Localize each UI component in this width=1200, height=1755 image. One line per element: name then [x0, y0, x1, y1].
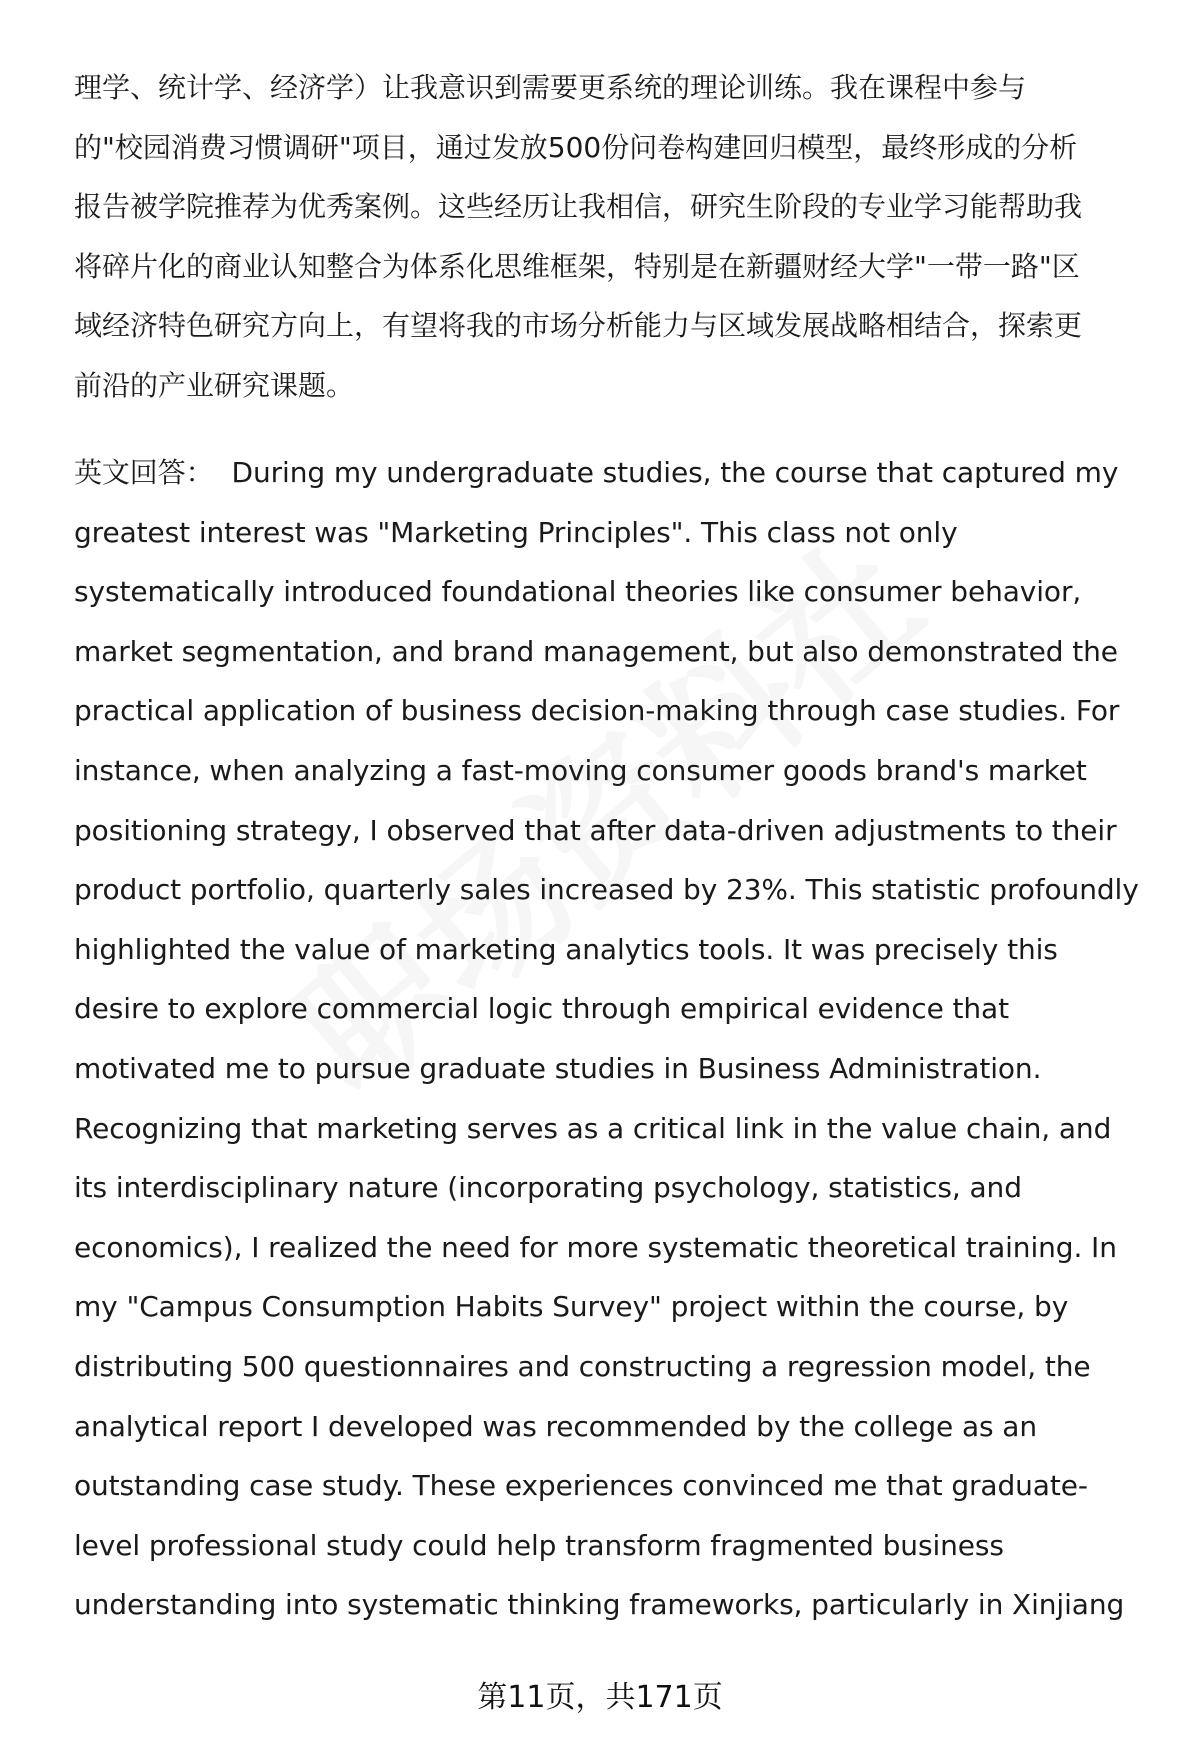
text-line: distributing 500 questionnaires and constructing a regression model, the	[74, 1349, 1091, 1383]
text-line: its interdisciplinary nature (incorporating psychology, statistics, and	[74, 1171, 1022, 1205]
text-line: motivated me to pursue graduate studies in Business Administration.	[74, 1051, 1042, 1085]
text-line: highlighted the value of marketing analytics tools. It was precisely this	[74, 932, 1058, 966]
text-line: desire to explore commercial logic through empirical evidence that	[74, 992, 1009, 1026]
text-line: instance, when analyzing a fast-moving consumer goods brand's market	[74, 753, 1087, 787]
text-line: systematically introduced foundational theories like consumer behavior,	[74, 575, 1082, 609]
chinese-paragraph	[74, 58, 1164, 415]
text-line: analytical report I developed was recommended by the college as an	[74, 1409, 1038, 1443]
text-line: 报告被学院推荐为优秀案例。这些经历让我相信，研究生阶段的专业学习能帮助我	[74, 190, 1083, 223]
text-line: 理学、统计学、经济学）让我意识到需要更系统的理论训练。我在课程中参与	[74, 71, 1027, 104]
text-line: practical application of business decision-making through case studies. For	[74, 694, 1120, 728]
text-line: greatest interest was "Marketing Principles". This class not only	[74, 515, 958, 549]
text-line: 域经济特色研究方向上，有望将我的市场分析能力与区域发展战略相结合，探索更	[74, 309, 1083, 342]
text-line: my "Campus Consumption Habits Survey" project within the course, by	[74, 1290, 1069, 1324]
page-number-footer: 第11页，共171页	[477, 1680, 723, 1715]
text-line: level professional study could help transform fragmented business	[74, 1528, 1004, 1562]
text-line	[74, 443, 1164, 503]
text-line: market segmentation, and brand management, but also demonstrated the	[74, 634, 1118, 668]
answer-first-line: During my undergraduate studies, the course that captured my	[231, 456, 1119, 489]
text-line: economics), I realized the need for more systematic theoretical training. In	[74, 1230, 1117, 1264]
text-line: positioning strategy, I observed that after data-driven adjustments to their	[74, 813, 1117, 847]
text-line: 的"校园消费习惯调研"项目，通过发放500份问卷构建回归模型，最终形成的分析	[74, 130, 1078, 164]
text-line: understanding into systematic thinking frameworks, particularly in Xinjiang	[74, 1588, 1125, 1622]
document-page	[74, 58, 1164, 1635]
text-line: product portfolio, quarterly sales increased by 23%. This statistic profoundly	[74, 873, 1139, 907]
english-answer-paragraph	[74, 443, 1164, 1635]
text-line: outstanding case study. These experiences convinced me that graduate-	[74, 1469, 1088, 1503]
text-line: 将碎片化的商业认知整合为体系化思维框架，特别是在新疆财经大学"一带一路"区	[74, 249, 1080, 283]
answer-label: 英文回答：	[74, 456, 214, 489]
text-line: 前沿的产业研究课题。	[74, 368, 355, 402]
text-line: Recognizing that marketing serves as a critical link in the value chain, and	[74, 1111, 1112, 1145]
